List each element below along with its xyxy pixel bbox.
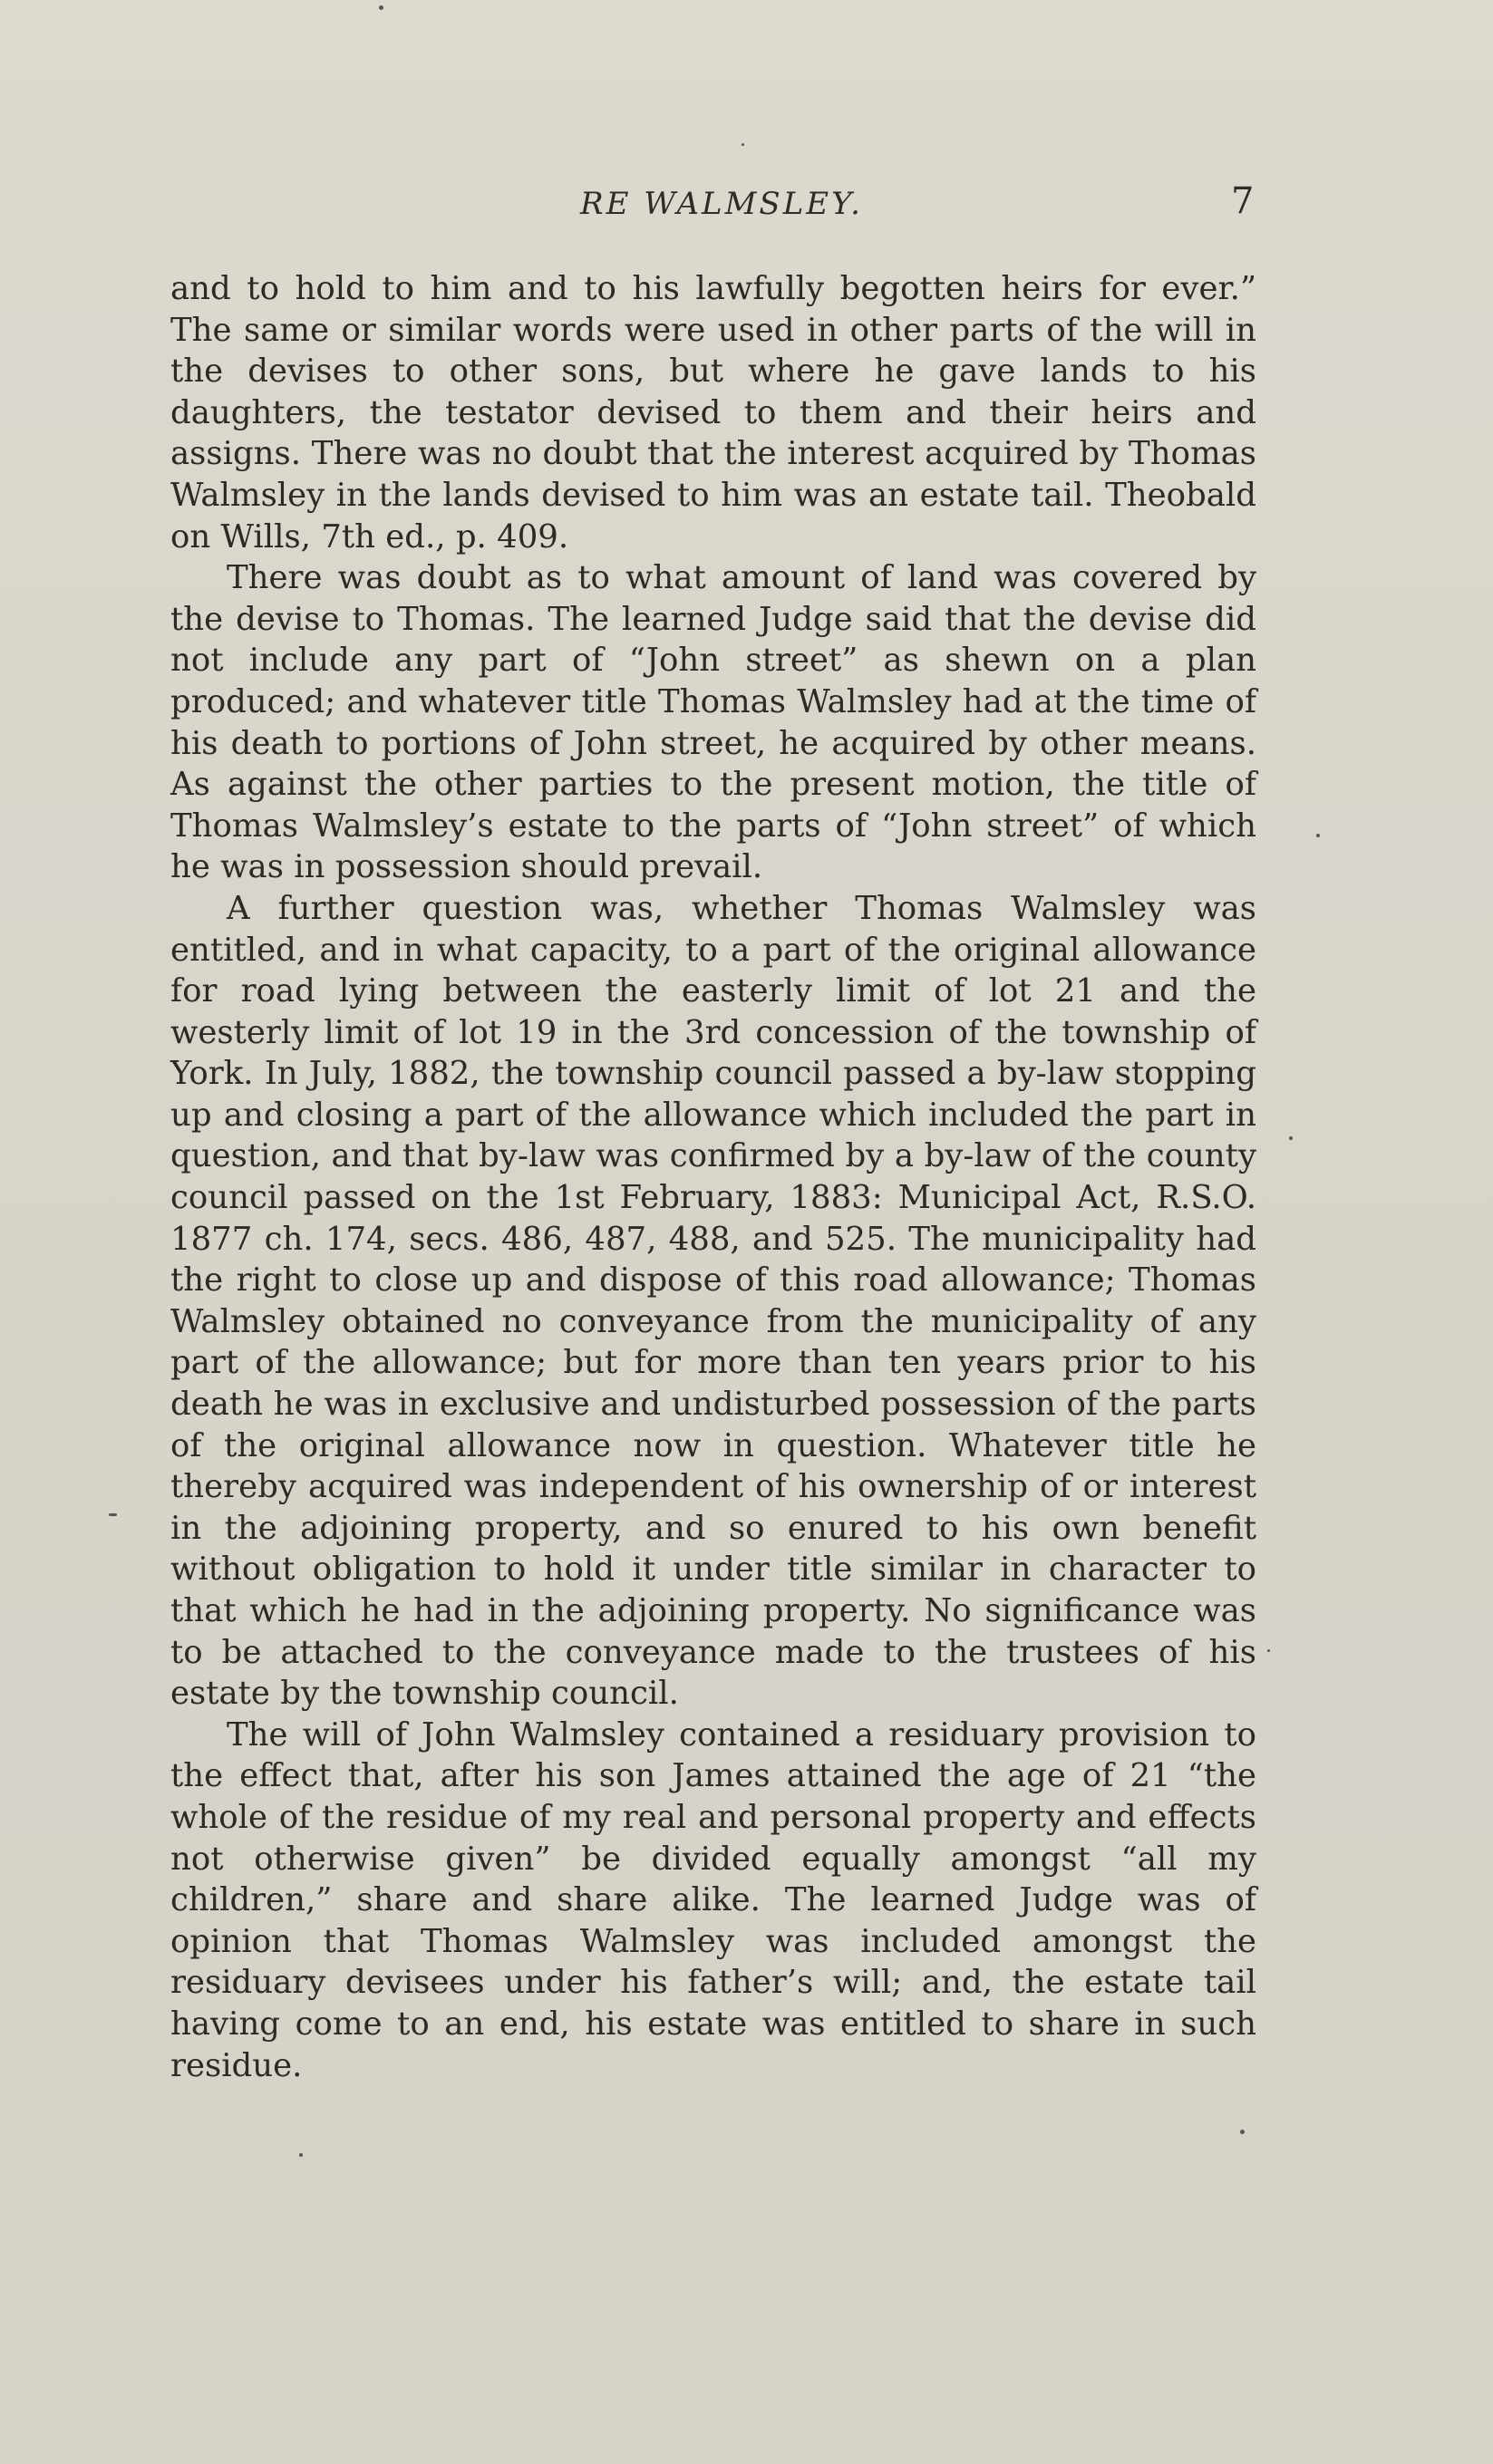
paper-speck	[1289, 1136, 1293, 1140]
paper-speck	[1316, 834, 1320, 837]
paper-speck	[742, 143, 744, 146]
paragraph-4: The will of John Walmsley contained a residuary provision to the effect that, after his son James attained the age of 21 “the whole of the residue of my real and personal property and effects not otherwise given” be divided equally amongst “all my children,” share and share alike. The learned Judge was of opinion that Thomas Walmsley was included amongst the residuary devisees under his father’s will; and, the estate tail having come to an end, his estate was entitled to share in such residue.	[170, 1715, 1256, 2084]
paragraph-1: and to hold to him and to his lawfully begotten heirs for ever.” The same or similar words were used in other parts of the will in the devises to other sons, but where he gave lands to his daughters, the testator devised to them and their heirs and assigns. There was no doubt that the interest acquired by Thomas Walmsley in the lands devised to him was an estate tail. Theobald on Wills, 7th ed., p. 409.	[170, 270, 1256, 556]
paper-speck	[1267, 1649, 1270, 1652]
paper-speck	[109, 1513, 117, 1516]
paper-speck	[379, 5, 383, 10]
body-text	[170, 268, 1256, 2086]
running-head	[0, 180, 1493, 240]
page-number: 7	[1231, 180, 1255, 222]
paper-speck	[299, 2153, 303, 2157]
running-title: RE WALMSLEY.	[580, 186, 863, 222]
paragraph-2: There was doubt as to what amount of land was covered by the devise to Thomas. The learned Judge said that the devise did not include any part of “John street” as shewn on a plan produced; and whatever title Thomas Walmsley had at the time of his death to portions of John street, he acquired by other means. As against the other parties to the present motion, the title of Thomas Walmsley’s estate to the parts of “John street” of which he was in possession should prevail.	[170, 559, 1256, 886]
paper-speck	[1240, 2130, 1245, 2134]
paragraph-3: A further question was, whether Thomas Walmsley was entitled, and in what capacity, to a part of the original allowance for road lying between the easterly limit of lot 21 and the westerly limit of lot 19 in the 3rd concession of the township of York. In July, 1882, the township council passed a by-law stopping up and closing a part of the allowance which included the part in question, and that by-law was confirmed by a by-law of the county council passed on the 1st February, 1883: Municipal Act, R.S.O. 1877 ch. 174, secs. 486, 487, 488, and 525. The municipality had the right to close up and dispose of this road allowance; Thomas Walmsley obtained no conveyance from the municipality of any part of the allowance; but for more than ten years prior to his death he was in exclusive and undisturbed possession of the parts of the original allowance now in question. Whatever title he thereby acquired was independent of his ownership of or interest in the adjoining property, and so enured to his own benefit without obligation to hold it under title similar in character to that which he had in the adjoining property. No significance was to be attached to the conveyance made to the trustees of his estate by the township council.	[170, 889, 1256, 1713]
